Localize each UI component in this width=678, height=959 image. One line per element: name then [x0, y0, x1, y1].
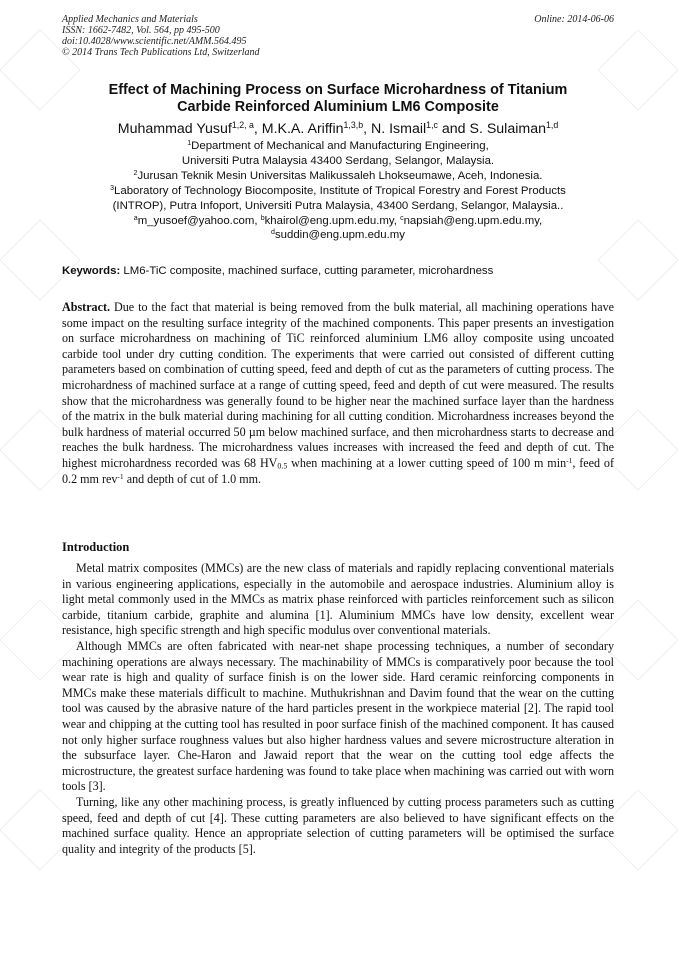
- author-separator: and: [437, 121, 470, 137]
- email-link[interactable]: suddin@eng.upm.edu.my: [274, 229, 405, 242]
- email-line: [40, 214, 636, 229]
- affiliation-mark: 2: [133, 169, 138, 177]
- affiliation-mark: 3: [110, 184, 115, 192]
- abstract-label: Abstract.: [62, 300, 111, 314]
- unit-superscript: -1: [566, 455, 573, 465]
- keywords-text: LM6-TiC composite, machined surface, cutting parameter, microhardness: [120, 265, 494, 277]
- affiliation-1-line-2: Universiti Putra Malaysia 43400 Serdang, Selangor, Malaysia.: [181, 154, 495, 167]
- author-name: M.K.A. Ariffin: [261, 121, 344, 137]
- email-link[interactable]: m_yusoef@yahoo.com,: [137, 214, 261, 227]
- affiliation-2: [40, 169, 636, 184]
- affiliation-1-line-1: [40, 139, 636, 154]
- author-affiliation-mark: 1,3,b: [343, 120, 364, 131]
- intro-paragraph: Turning, like any other machining process, is greatly influenced by cutting process parameters such as cutting speed, feed and depth of cut [4]. These cutting parameters are also believed to have significant effects on the machined surface quality. Hence an appropriate selection of cutting parameters will be optimised the surface quality and integrity of the products [5].: [62, 794, 614, 856]
- author-affiliation-mark: 1,2, a: [231, 120, 254, 131]
- paper-title: [62, 82, 614, 116]
- keywords-label: Keywords:: [62, 265, 121, 277]
- author-affiliation-mark: 1,d: [545, 120, 559, 131]
- abstract-body: Due to the fact that material is being removed from the bulk material, all machining operations have some impact on the resulting surface integrity of the machined components. This paper presents an investigation on surface microhardness on machining of TiC reinforced aluminium LM6 alloy composite using uncoated carbide tool under dry cutting condition. The experiments that were carried out consisted of different cutting parameters based on combination of cutting speed, feed and depth of cut as the parameters of cutting process. The microhardness of machined surface at a range of cutting speed, feed and depth of cut were measured. The results show that the microhardness was generally found to be higher near the machined surface layer than the hardness of the matrix in the bulk material during machining for all cutting condition. Microhardness increases beyond the bulk hardness of material occurred 50 µm below machined surface, and then microhardness starts to decrease and reaches the bulk hardness. The microhardness values increases with increased the feed and depth of cut. The highest microhardness recorded was 68 HV: [62, 300, 614, 470]
- email-link[interactable]: napsiah@eng.upm.edu.my,: [403, 214, 543, 227]
- author-separator: ,: [253, 121, 262, 137]
- issn-line: ISSN: 1662-7482, Vol. 564, pp 495-500: [62, 25, 220, 36]
- email-mark: c: [400, 214, 404, 222]
- author-list: [62, 120, 614, 138]
- journal-header: [62, 14, 260, 58]
- affiliation-mark: 1: [187, 140, 192, 148]
- email-line-2: [40, 228, 636, 243]
- email-link[interactable]: khairol@eng.upm.edu.my,: [264, 214, 401, 227]
- abstract-body-end: and depth of cut of 1.0 mm.: [123, 471, 262, 486]
- unit-superscript: -1: [117, 471, 124, 481]
- abstract: [62, 300, 614, 487]
- affiliation-text: Department of Mechanical and Manufacturing Engineering,: [191, 140, 489, 152]
- title-line-1: Effect of Machining Process on Surface Microhardness of Titanium: [108, 82, 568, 98]
- email-mark: b: [260, 214, 265, 222]
- doi-line: doi:10.4028/www.scientific.net/AMM.564.495: [62, 36, 247, 47]
- introduction-heading: Introduction: [62, 540, 130, 554]
- abstract-body-cont: , feed of 0.2 mm rev: [62, 455, 614, 486]
- author-name: S. Sulaiman: [469, 121, 546, 137]
- email-mark: a: [133, 214, 138, 222]
- affiliation-3-line-2: (INTROP), Putra Infoport, Universiti Putra Malaysia, 43400 Serdang, Selangor, Malaysia..: [112, 199, 564, 212]
- affiliation-3-line-1: [40, 184, 636, 199]
- hv-subscript: 0.5: [277, 461, 288, 471]
- author-name: Muhammad Yusuf: [117, 121, 232, 137]
- email-mark: d: [271, 229, 275, 237]
- journal-name: Applied Mechanics and Materials: [62, 14, 198, 25]
- title-line-2: Carbide Reinforced Aluminium LM6 Composite: [177, 99, 499, 115]
- keywords: [62, 264, 614, 278]
- author-separator: ,: [363, 121, 371, 137]
- affiliation-text: Jurusan Teknik Mesin Universitas Malikussaleh Lhokseumawe, Aceh, Indonesia.: [137, 169, 543, 182]
- intro-paragraph: Metal matrix composites (MMCs) are the new class of materials and rapidly replacing conventional materials in various engineering applications, especially in the automobile and aerospace industries. Aluminium alloy is light metal commonly used in the MMCs as matrix phase reinforced with particles reinforcement such as silicon carbide, titanium carbide, graphite and alumina [1]. Aluminium MMCs have low density, excellent wear resistance, high specific strength and high specific modulus over conventional materials.: [62, 561, 614, 638]
- affiliation-text: Laboratory of Technology Biocomposite, Institute of Tropical Forestry and Forest Products: [114, 184, 566, 197]
- author-name: N. Ismail: [370, 121, 427, 137]
- intro-paragraph: Although MMCs are often fabricated with near-net shape processing techniques, a number of secondary machining operations are always necessary. The machinability of MMCs is comparatively poor because the tool wear rate is high and quality of surface finish is on the lower side. Hard ceramic reinforcing components in MMCs make these materials difficult to machine. Muthukrishnan and Davim found that the wear on the cutting tool was caused by the abrasive nature of the hard particles present in the workpiece material [2]. The rapid tool wear and chipping at the cutting tool has resulted in poor surface finish of the machined component. It has caused not only higher surface roughness values but also higher hardness values and severe microstructure alteration in the subsurface layer. Che-Haron and Jawaid report that the wear on the cutting tool edge affects the microstructure, the greatest surface hardening was found to take place when machining was carried out with worn tools [3].: [62, 638, 614, 794]
- copyright-line: © 2014 Trans Tech Publications Ltd, Switzerland: [62, 47, 260, 58]
- author-affiliation-mark: 1,c: [426, 120, 438, 131]
- affiliations: [40, 139, 636, 243]
- online-date: Online: 2014-06-06: [534, 14, 614, 25]
- introduction-body: [62, 561, 614, 857]
- abstract-body-cont: when machining at a lower cutting speed of 100 m min: [287, 455, 567, 470]
